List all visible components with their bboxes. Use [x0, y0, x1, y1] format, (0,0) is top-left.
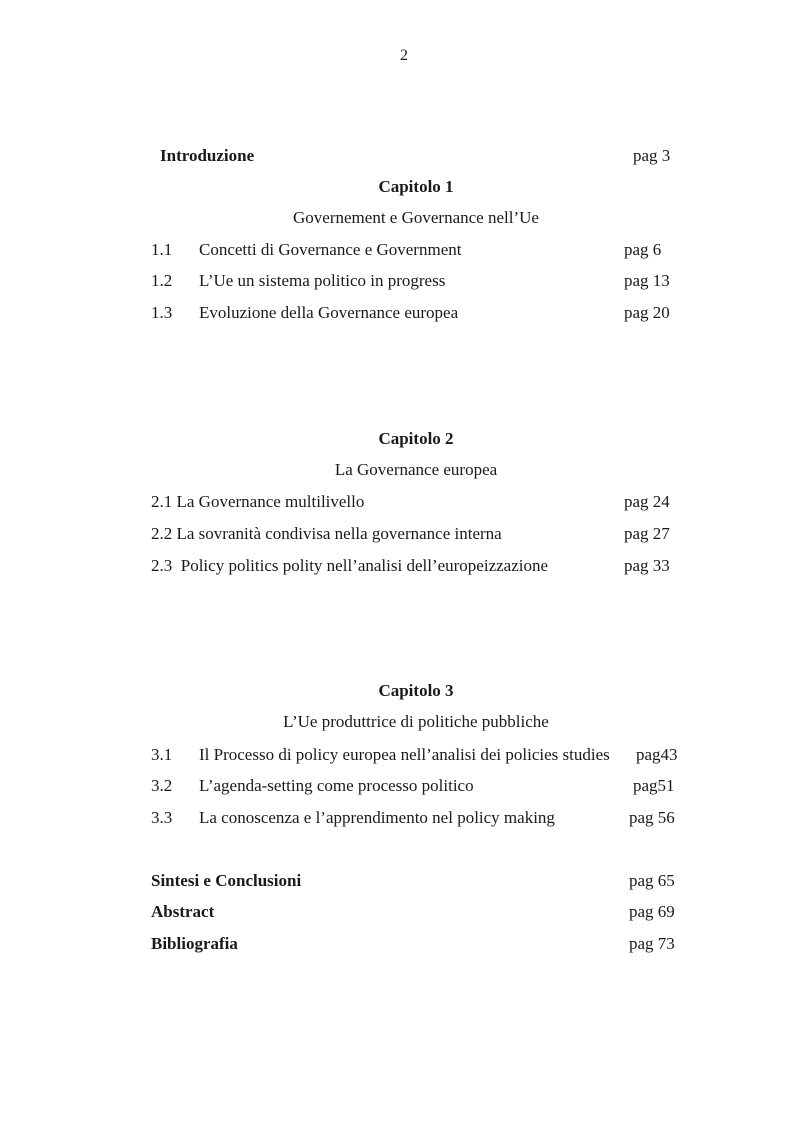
- toc-introduction-page: pag 3: [633, 146, 671, 165]
- toc-item-number: 1.3: [151, 303, 173, 322]
- toc-item-title: 2.2 La sovranità condivisa nella governance interna: [151, 524, 502, 543]
- toc-item-page: pag 24: [624, 492, 670, 511]
- toc-backmatter-title: Bibliografia: [151, 934, 238, 953]
- chapter-1-subtitle: Governement e Governance nell’Ue: [293, 208, 539, 227]
- toc-backmatter-page: pag 73: [629, 934, 675, 953]
- toc-item-page: pag 27: [624, 524, 670, 543]
- toc-item-number: 3.2: [151, 776, 173, 795]
- toc-item-title: L’Ue un sistema politico in progress: [199, 271, 446, 290]
- toc-item-number: 1.2: [151, 271, 173, 290]
- chapter-2-heading: Capitolo 2: [378, 429, 454, 448]
- toc-item-title: 2.3 Policy politics polity nell’analisi dell’europeizzazione: [151, 556, 549, 575]
- toc-backmatter-title: Abstract: [151, 902, 215, 921]
- toc-item-title: Il Processo di policy europea nell’analisi dei policies studies: [199, 745, 610, 764]
- toc-item-page: pag 20: [624, 303, 670, 322]
- toc-item-number: 3.1: [151, 745, 173, 764]
- page-number: 2: [400, 47, 408, 64]
- toc-item-page: pag43: [636, 745, 678, 764]
- toc-backmatter-title: Sintesi e Conclusioni: [151, 871, 302, 890]
- toc-backmatter-page: pag 65: [629, 871, 675, 890]
- toc-item-page: pag 6: [624, 240, 662, 259]
- toc-item-page: pag 56: [629, 808, 675, 827]
- toc-item-page: pag 13: [624, 271, 670, 290]
- toc-item-title: Evoluzione della Governance europea: [199, 303, 459, 322]
- toc-item-number: 1.1: [151, 240, 173, 259]
- toc-item-title: L’agenda-setting come processo politico: [199, 776, 474, 795]
- chapter-3-heading: Capitolo 3: [378, 681, 454, 700]
- toc-item-page: pag51: [633, 776, 675, 795]
- toc-item-page: pag 33: [624, 556, 670, 575]
- toc-item-title: La conoscenza e l’apprendimento nel policy making: [199, 808, 555, 827]
- toc-item-title: Concetti di Governance e Government: [199, 240, 462, 259]
- toc-backmatter-page: pag 69: [629, 902, 675, 921]
- toc-item-number: 3.3: [151, 808, 173, 827]
- toc-introduction-title: Introduzione: [160, 146, 255, 165]
- chapter-3-subtitle: L’Ue produttrice di politiche pubbliche: [283, 712, 549, 731]
- toc-item-title: 2.1 La Governance multilivello: [151, 492, 365, 511]
- chapter-1-heading: Capitolo 1: [378, 177, 454, 196]
- chapter-2-subtitle: La Governance europea: [334, 460, 498, 479]
